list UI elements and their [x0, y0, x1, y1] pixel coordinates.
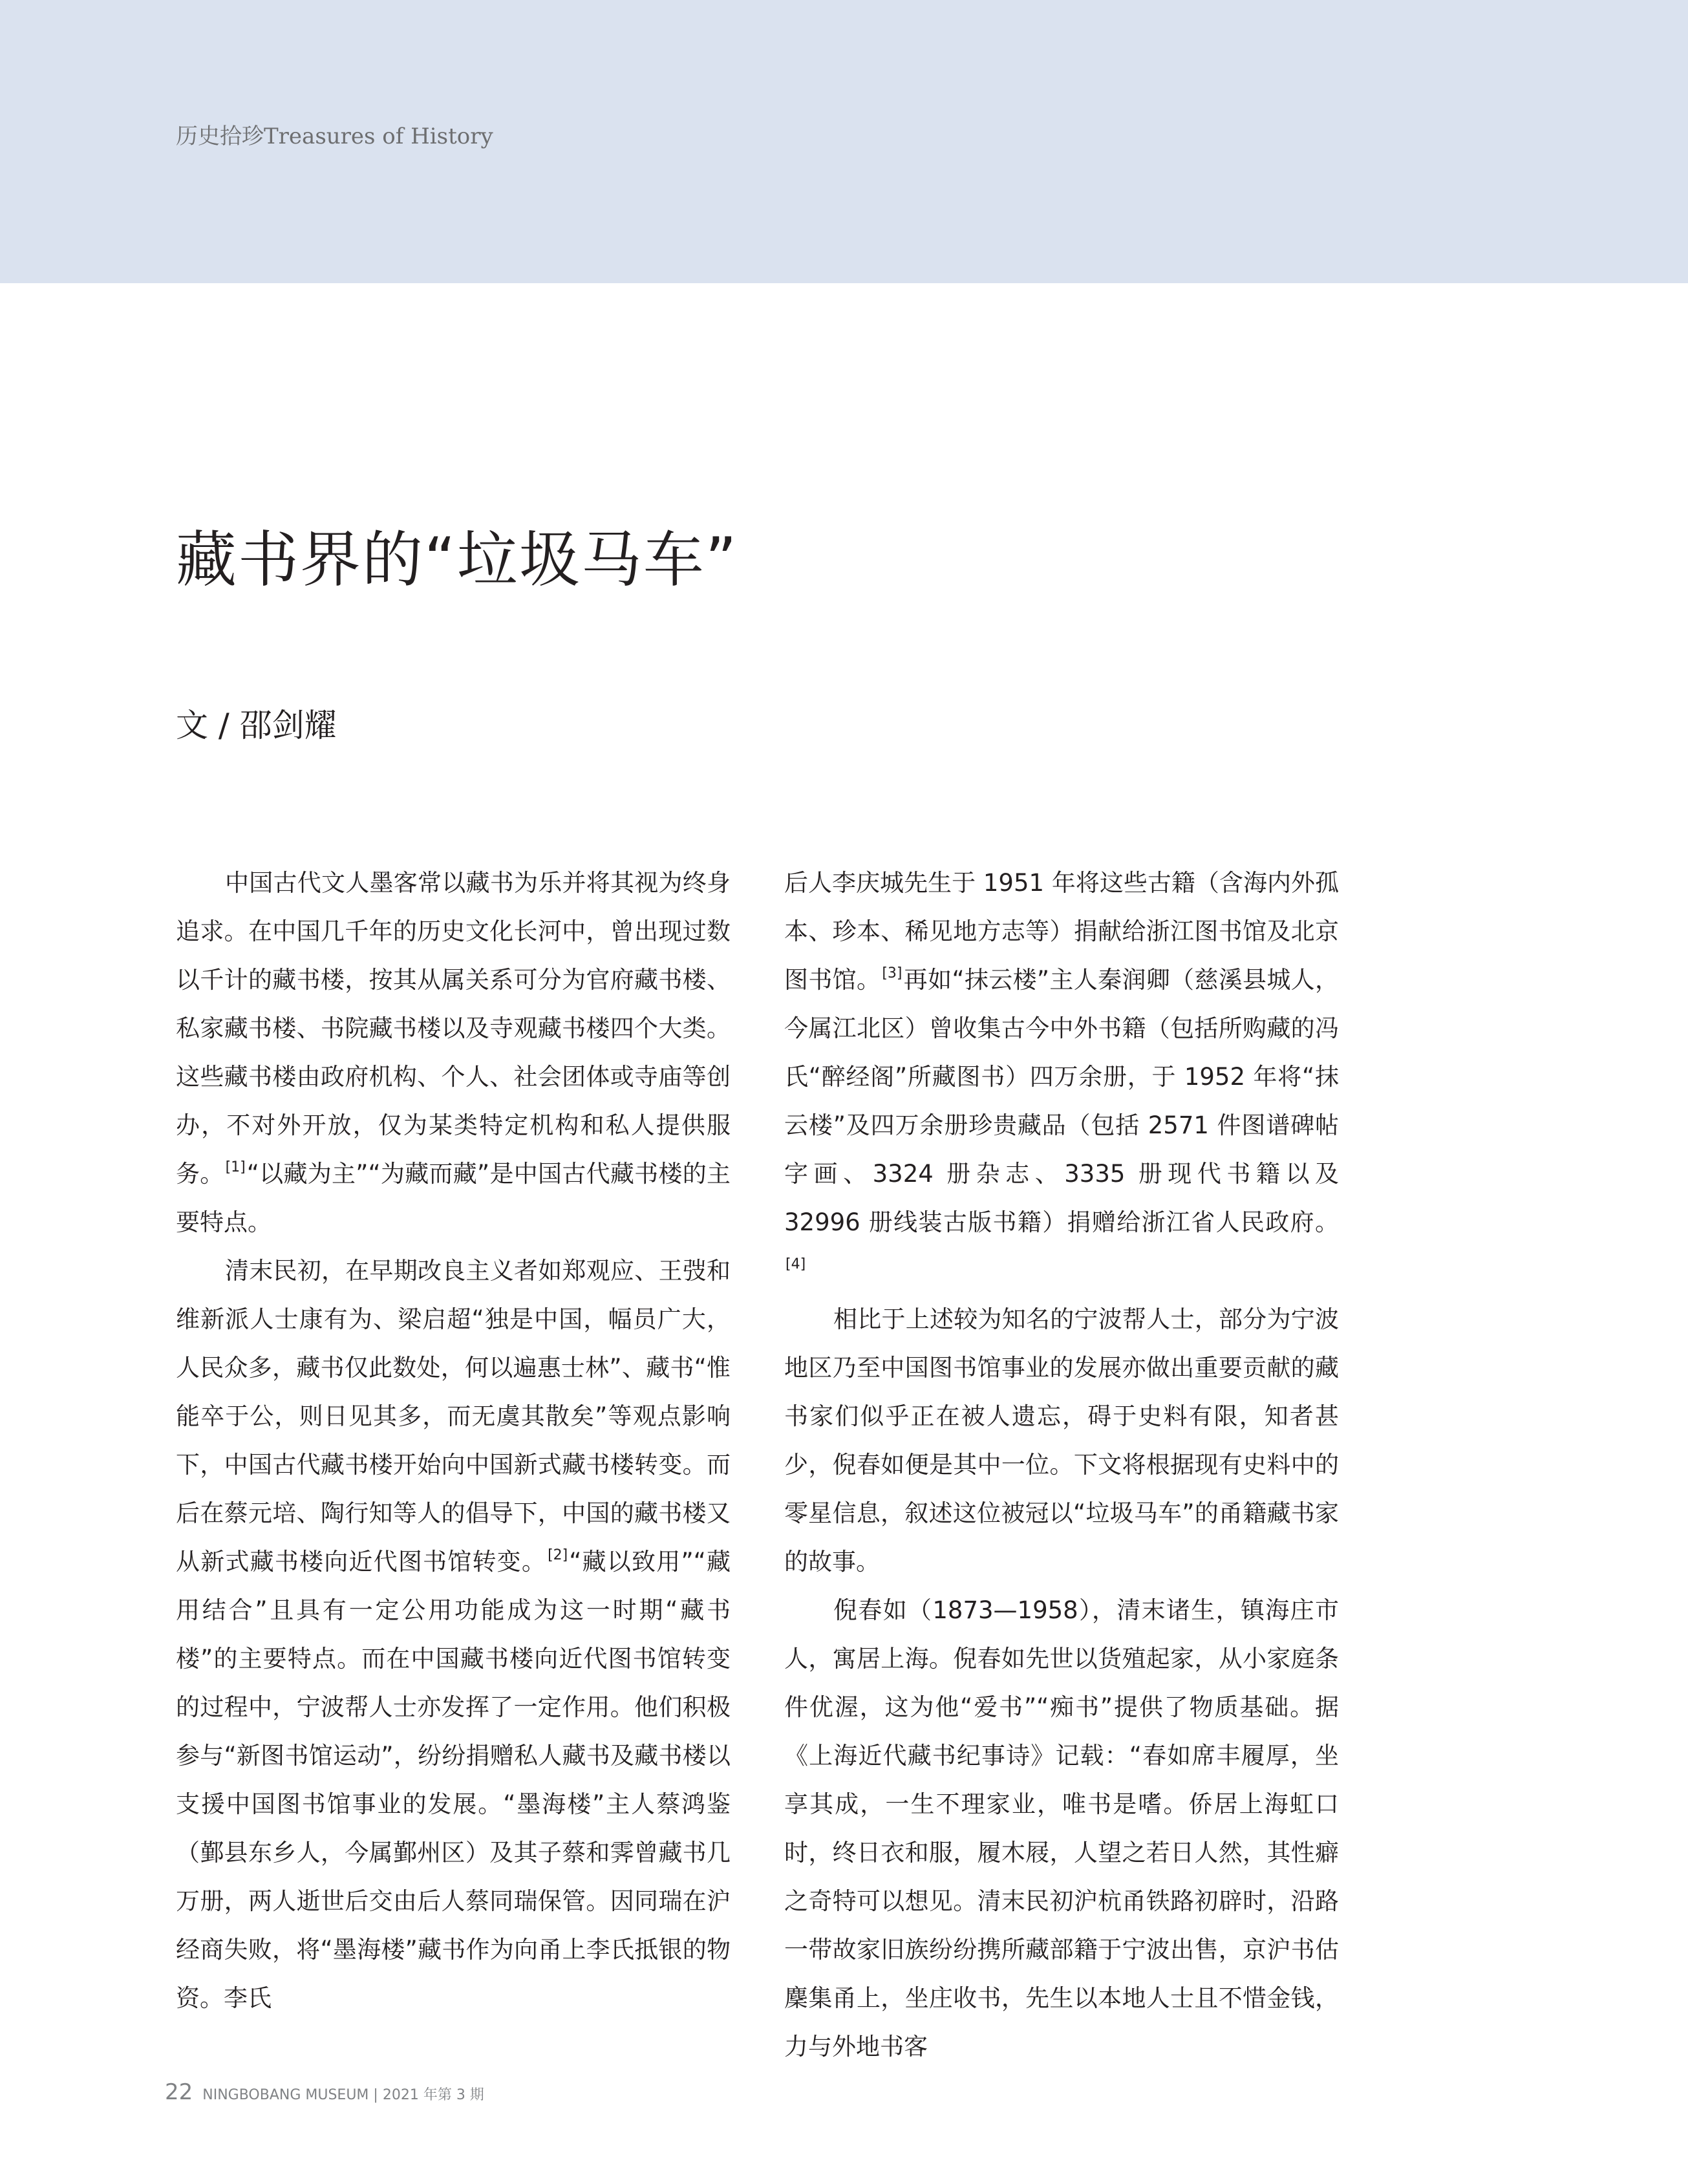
section-label: 历史拾珍Treasures of History	[176, 123, 493, 149]
paragraph: 相比于上述较为知名的宁波帮人士，部分为宁波地区乃至中国图书馆事业的发展亦做出重要贡献的藏书家们似乎正在被人遗忘，碍于史料有限，知者甚少，倪春如便是其中一位。下文将根据现有史料中的零星信息，叙述这位被冠以“垃圾马车”的甬籍藏书家的故事。	[784, 1305, 1339, 1576]
paragraph-text: “以藏为主”“为藏而藏”是中国古代藏书楼的主要特点。	[176, 1160, 731, 1236]
publication-name: NINGBOBANG MUSEUM	[202, 2087, 369, 2103]
paragraph	[176, 1247, 731, 2022]
footnote-ref[interactable]: [1]	[225, 1159, 246, 1175]
issue-label: 2021 年第 3 期	[382, 2087, 484, 2103]
paragraph-text: 后人李庆城先生于 1951 年将这些古籍（含海内外孤本、珍本、稀见地方志等）捐献给浙江图书馆及北京图书馆。	[784, 869, 1339, 994]
paragraph-text: 清末民初，在早期改良主义者如郑观应、王弢和维新派人士康有为、梁启超“独是中国，幅员广大，人民众多，藏书仅此数处，何以遍惠士林”、藏书“惟能卒于公，则日见其多，而无虞其散矣”等观点影响下，中国古代藏书楼开始向中国新式藏书楼转变。而后在蔡元培、陶行知等人的倡导下，中国的藏书楼又从新式藏书楼向近代图书馆转变。	[176, 1257, 731, 1576]
paragraph-text: 再如“抹云楼”主人秦润卿（慈溪县城人，今属江北区）曾收集古今中外书籍（包括所购藏的冯氏“醉经阁”所藏图书）四万余册，于 1952 年将“抹云楼”及四万余册珍贵藏品（包括 2571 件图谱碑帖字画、3324 册杂志、3335 册现代书籍以及 32996 册线装古版书籍）捐赠给浙江省人民政府。	[784, 966, 1340, 1236]
page-number: 22	[165, 2079, 193, 2105]
article-title: 藏书界的“垃圾马车”	[176, 525, 738, 595]
paragraph-text: “藏以致用”“藏用结合”且具有一定公用功能成为这一时期“藏书楼”的主要特点。而在中国藏书楼向近代图书馆转变的过程中，宁波帮人士亦发挥了一定作用。他们积极参与“新图书馆运动”，纷纷捐赠私人藏书及藏书楼以支援中国图书馆事业的发展。“墨海楼”主人蔡鸿鉴（鄞县东乡人，今属鄞州区）及其子蔡和霁曾藏书几万册，两人逝世后交由后人蔡同瑞保管。因同瑞在沪经商失败，将“墨海楼”藏书作为向甬上李氏抵银的物资。李氏	[176, 1548, 731, 2012]
footnote-ref[interactable]: [4]	[785, 1256, 806, 1272]
byline: 文 / 邵剑耀	[176, 707, 337, 744]
right-column	[784, 859, 1339, 2071]
paragraph-text: 中国古代文人墨客常以藏书为乐并将其视为终身追求。在中国几千年的历史文化长河中，曾出现过数以千计的藏书楼，按其从属关系可分为官府藏书楼、私家藏书楼、书院藏书楼以及寺观藏书楼四个大类。这些藏书楼由政府机构、个人、社会团体或寺庙等创办，不对外开放，仅为某类特定机构和私人提供服务。	[176, 869, 731, 1188]
footer-separator: |	[373, 2087, 378, 2103]
paragraph	[784, 859, 1339, 1295]
footnote-ref[interactable]: [3]	[882, 965, 903, 981]
paragraph	[176, 859, 731, 1247]
paragraph: 倪春如（1873—1958），清末诸生，镇海庄市人，寓居上海。倪春如先世以货殖起家，从小家庭条件优渥，这为他“爱书”“痴书”提供了物质基础。据《上海近代藏书纪事诗》记载：“春如席丰履厚，坐享其成，一生不理家业，唯书是嗜。侨居上海虹口时，终日衣和服，履木屐，人望之若日人然，其性癖之奇特可以想见。清末民初沪杭甬铁路初辟时，沿路一带故家旧族纷纷携所藏部籍于宁波出售，京沪书估麇集甬上，坐庄收书，先生以本地人士且不惜金钱，力与外地书客	[784, 1596, 1339, 2061]
left-column	[176, 859, 731, 2022]
header-band	[0, 0, 1688, 283]
page-footer	[165, 2079, 484, 2105]
footnote-ref[interactable]: [2]	[548, 1547, 568, 1563]
